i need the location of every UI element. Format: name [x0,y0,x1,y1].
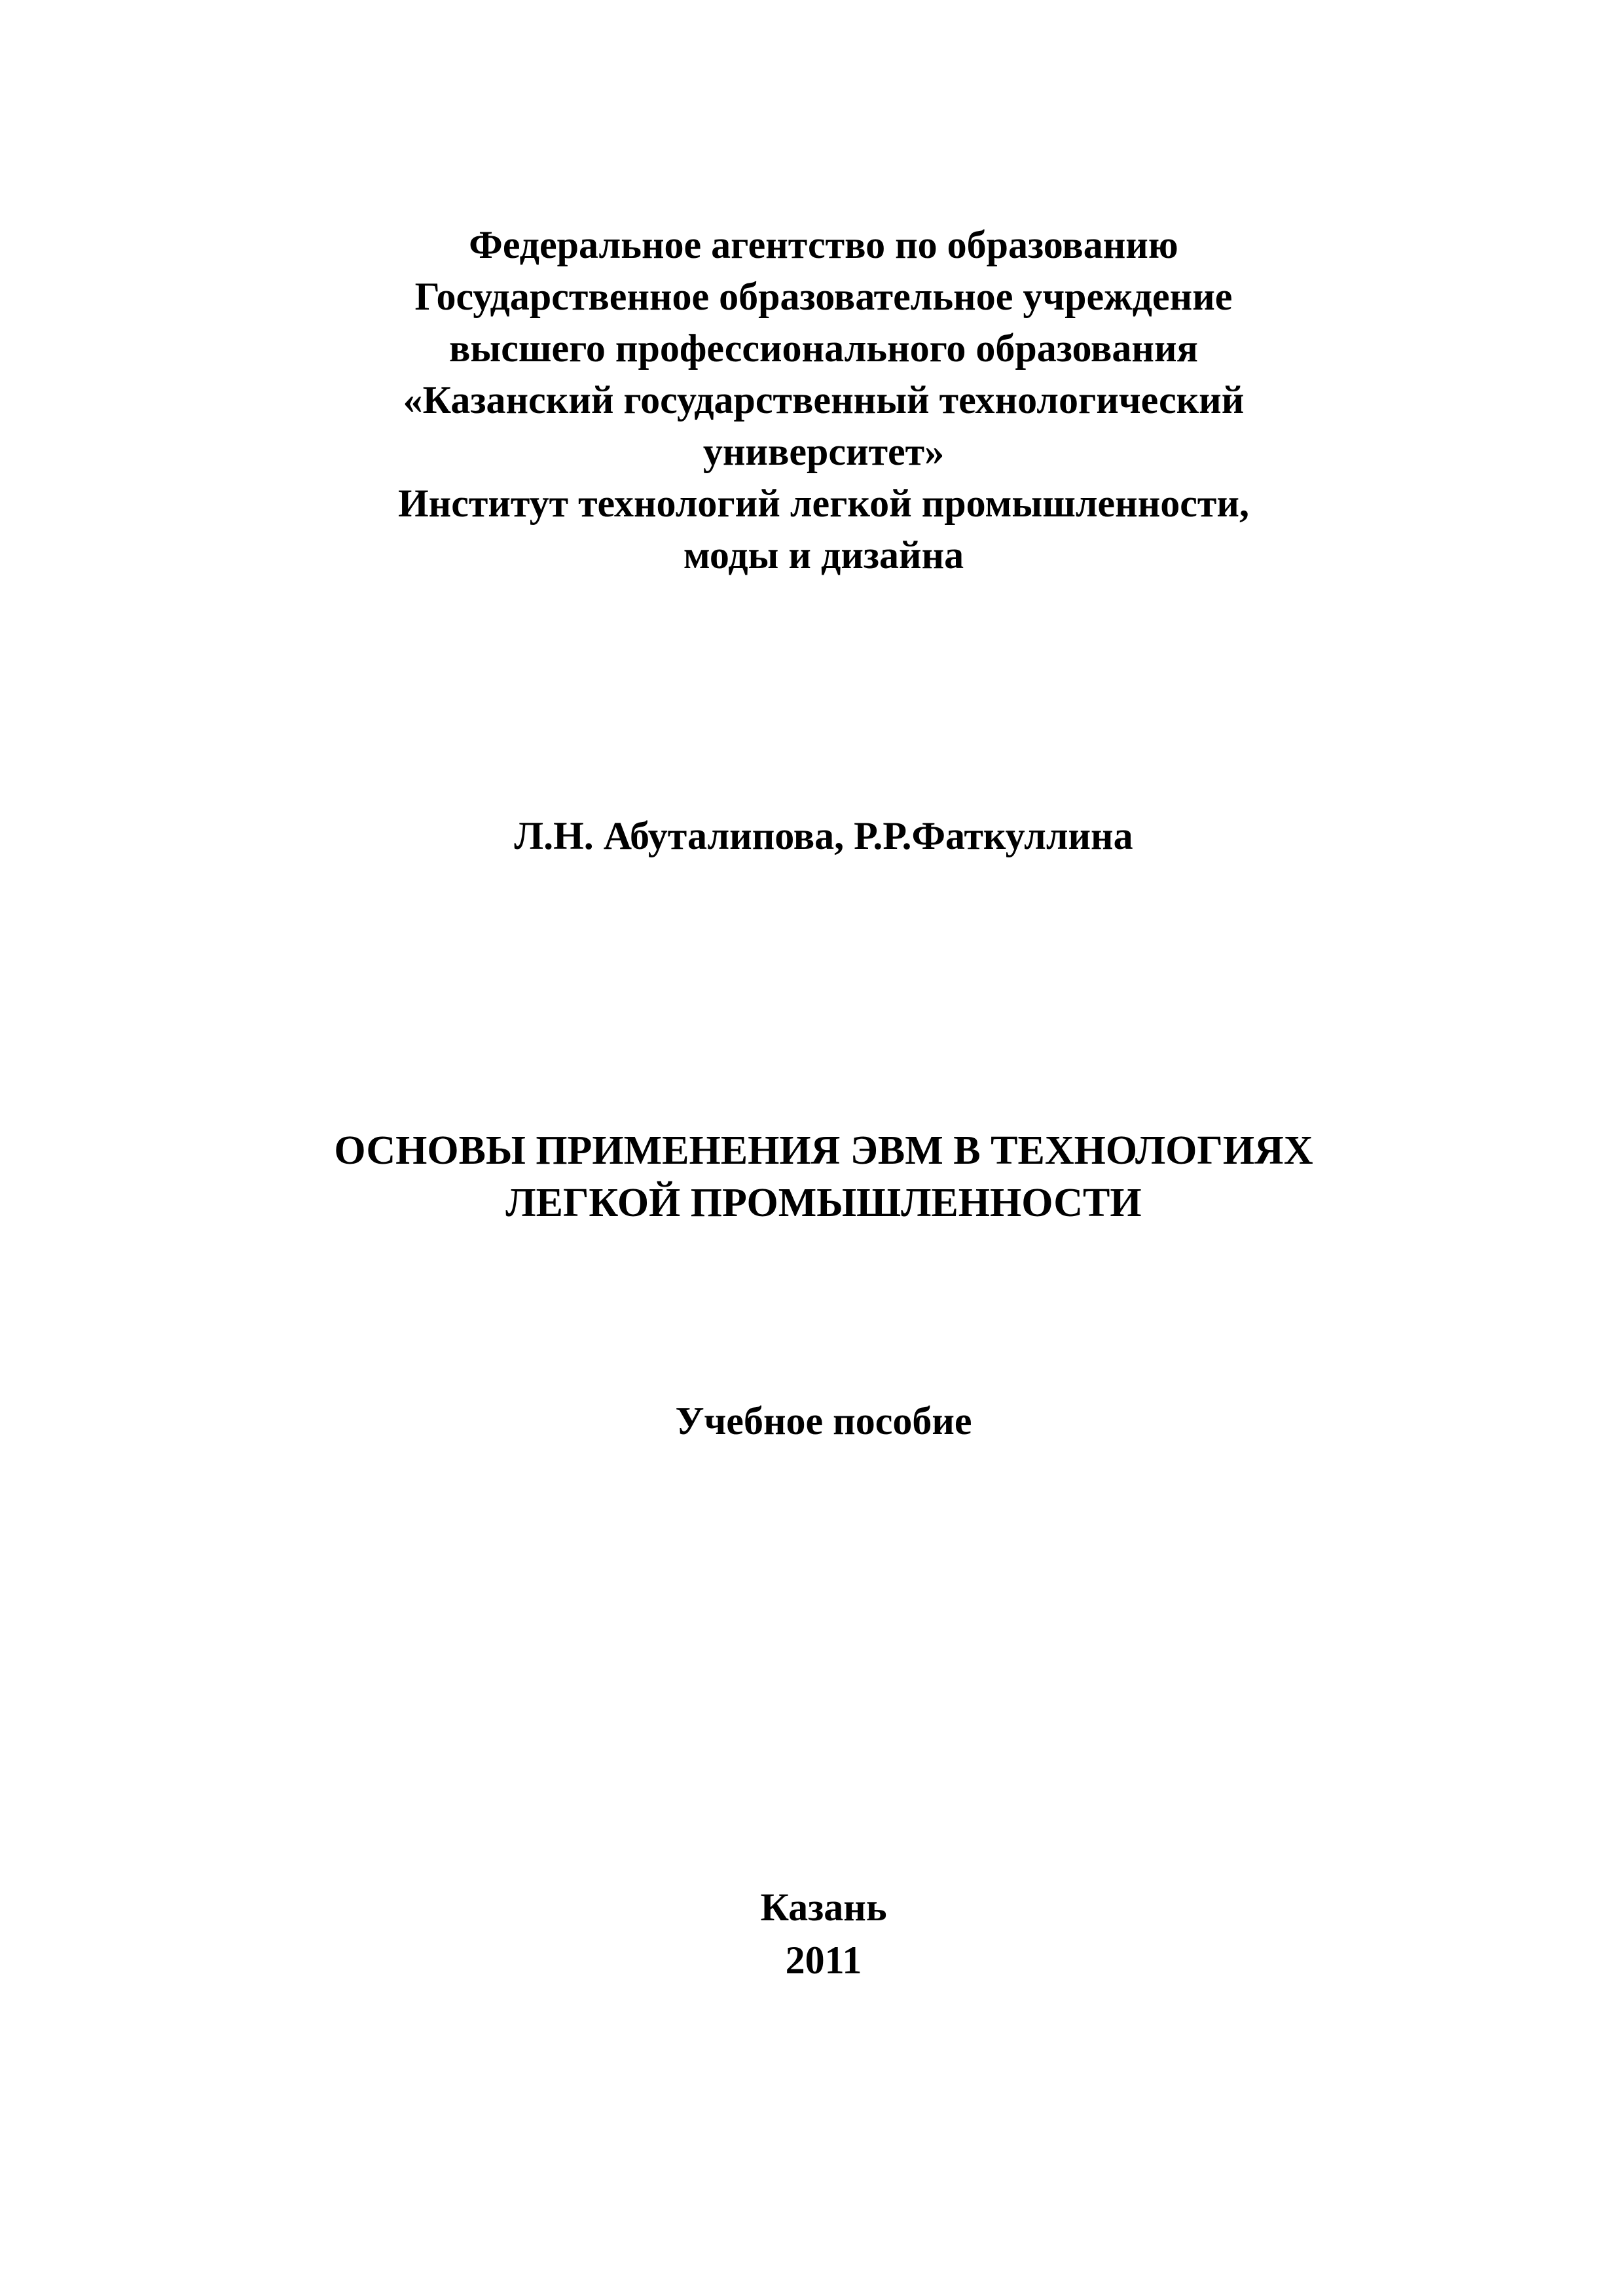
imprint [13,1881,1621,1987]
title-line: ОСНОВЫ ПРИМЕНЕНИЯ ЭВМ В ТЕХНОЛОГИЯХ [334,1128,1313,1173]
title-line: ЛЕГКОЙ ПРОМЫШЛЕННОСТИ [505,1181,1142,1225]
imprint-city: Казань [760,1886,887,1929]
institution-line: высшего профессионального образования [448,327,1198,370]
book-title [13,1124,1621,1229]
institution-header [13,219,1621,581]
institution-line: моды и дизайна [683,533,964,577]
institution-line: университет» [702,430,945,473]
document-type [13,1395,1621,1447]
institution-line: Государственное образовательное учреждение [414,275,1233,318]
document-type-label: Учебное пособие [675,1399,972,1443]
authors [13,810,1621,862]
institution-line: «Казанский государственный технологический [403,378,1245,422]
authors-line: Л.Н. Абуталипова, Р.Р.Фаткуллина [514,814,1133,857]
imprint-year: 2011 [785,1939,862,1982]
institution-line: Федеральное агентство по образованию [469,223,1178,266]
institution-line: Институт технологий легкой промышленности, [398,482,1249,525]
